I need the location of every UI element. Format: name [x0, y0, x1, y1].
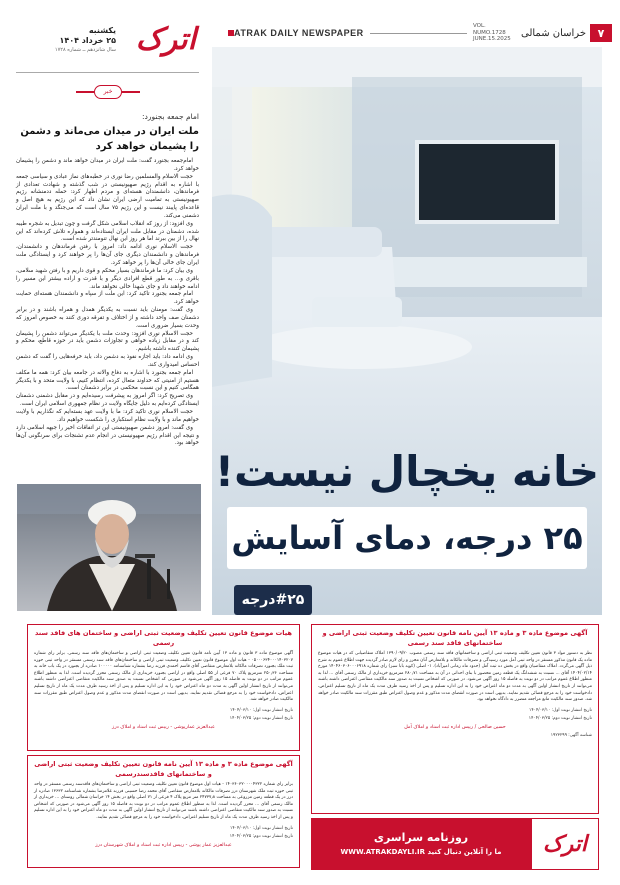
- notice-signature: حسین صالحی / رییس اداره ثبت اسناد و املاک آمل: [404, 724, 506, 730]
- notice-date-2: تاریخ انتشار نوبت دوم: ۱۴۰۴/۰۳/۲۵: [229, 833, 293, 839]
- notice-date-1: تاریخ انتشار نوبت اول: ۱۴۰۴/۰۳/۱۰: [529, 707, 592, 713]
- legal-notice-1: [27, 624, 300, 751]
- banner-logo: اترک: [531, 818, 599, 870]
- notice-body: آگهی موضوع ماده ۳ قانون و ماده ۱۳ آیین نامه قانون تعیین تکلیف وضعیت ثبتی اراضی و ساختمان‌های فاقد سند رسمی. برابر رای شماره ۰۵۰۰۰۶۳۴۰۰۰۱۴۰۳۲۰۷ - هیات اول موضوع قانون تعیین تکلیف وضعیت ثبتی اراضی و ساختمان‌های فاقد سند رسمی مستقر در واحد ثبتی حوزه ثبت ملک بجنورد تصرفات مالکانه بلامعارض متقاضی آقای قاسم احمدی فرزند رضا بشماره شناسنامه ۱۰۰۰۰۰ صادره از بجنورد در یک باب خانه به مساحت ۲۵۰٫۳۶ مترمربع پلاک ۷۰ فرعی از ۵۵ اصلی واقع در اراضی بجنورد خریداری از مالک رسمی محرز گردیده است. لذا به منظور اطلاع عموم مراتب در دو نوبت به فاصله ۱۵ روز آگهی می‌شود در صورتی که اشخاص نسبت به صدور سند مالکیت متقاضی اعتراضی داشته باشند می‌توانند از تاریخ انتشار اولین آگهی به مدت دو ماه اعتراض خود را به این اداره تسلیم و پس از اخذ رسید ظرف مدت یک ماه از تاریخ تسلیم اعتراض، دادخواست خود را به مرجع قضائی تقدیم نمایند. بدیهی است در صورت انقضای مدت مذکور و عدم وصول اعتراض طبق مقررات سند مالکیت صادر خواهد شد.: [34, 651, 294, 703]
- imam-photo-illustration: [17, 484, 201, 611]
- ornament-bar-left: [76, 91, 94, 93]
- article-paragraph: امام جمعه بجنورد با اشاره به دفاع والانه در جامعه بیان کرد: همه ما مکلف هستیم از امنیتی که خداوند متعال کرده، انتظام کنیم، با ولایت متحد و با یکدیگر همگامی کنیم و این نسبت محکمی در برابر دشمنان است.: [16, 369, 199, 392]
- notice-body: نظر به دستور مواد ۳ قانون تعیین تکلیف وضعیت ثبتی اراضی و ساختمانهای فاقد سند رسمی مصوب ۱۳۹۰/۰۹/۲۰ املاک متقاضیانی که در هیات موضوع ماده یک قانون مذکور مستقر در واحد ثبتی آمل مورد رسیدگی و تصرفات مالکانه و بلامعارض آنان محرز و رای لازم صادر گردیده جهت اطلاع عموم به شرح ذیل آگهی می‌گردد. املاک متقاضیان واقع در بخش ده ثبت آمل (حدود ماه زمانی امیرآباد). ۱- اصلی (کوپه بابا سبز) رای شماره ۱۴۰۴۶۰۳۰۶۰۰۰۶۹۱۸ مورخ ۱۴۰۴/۰۲/۱۴ آقای ... نسبت به ششدانگ یک قطعه زمین محصور با بنای احداثی در آن به مساحت ۲۸۰٫۷۱ مترمربع خریداری از مالک رسمی آقای ... لذا به منظور اطلاع عموم مراتب در دو نوبت به فاصله ۱۵ روز آگهی می‌شود. در صورتی که اشخاص نسبت به صدور سند مالکیت متقاضی اعتراضی داشته باشند می‌توانند از تاریخ انتشار اولین آگهی به مدت دو ماه اعتراض خود را به این اداره تسلیم و پس از اخذ رسید ظرف مدت یک ماه از تاریخ تسلیم اعتراض، دادخواست خود را به مرجع قضائی تقدیم نمایند. بدیهی است در صورت انقضای مدت مذکور و عدم وصول اعتراض طبق مقررات سند مالکیت صادر خواهد شد. صدور سند مالکیت مانع مراجعه متضرر به دادگاه نخواهد بود.: [318, 651, 593, 703]
- notice-date-2: تاریخ انتشار نوبت دوم: ۱۴۰۴/۰۳/۲۵: [229, 715, 293, 721]
- masthead-logo: [120, 22, 196, 62]
- notice-signature: عبدالعزیز عمارپوشی - رییس ثبت اسناد و املاک درز: [112, 724, 215, 730]
- issue-meta: [473, 23, 515, 43]
- article-paragraph: وی افزود: از روز که انقلاب اسلامی شکل گرفت و چون تبدیل به شجره طیبه شده، دشمنان در مقابل ملت ایران ایستاده‌اند و همواره تلاش کرده‌اند که این نهال را از بین ببرند اما هر روز این نهال تنومندتر شده است.: [16, 220, 199, 243]
- banner-line2: [311, 846, 531, 858]
- issue-date-en: JUNE.15.2025: [472, 36, 511, 43]
- subscribe-banner[interactable]: [311, 818, 599, 870]
- article-paragraph: حجت الاسلام نوری تاکید کرد: ما با ولایت عهد بسته‌ایم که نگذاریم با ولایت خواهیم ماند و با ولایت نظام استکباری را شکست خواهیم داد.: [16, 409, 199, 423]
- article-body: [16, 158, 199, 448]
- legal-notice-2: [27, 755, 300, 868]
- banner-follow: ما را آنلاین دنبال کنید: [427, 848, 502, 856]
- article-paragraph: حجت الاسلام والمسلمین رضا نوری در خطبه‌های نماز عبادی و سیاسی جمعه با اشاره به اقدام رژیم صهیونیستی در شب گذشته و شهادت تعدادی از فرماندهان، دانشمندان هسته‌ای و مردم اظهار کرد: حمله ددمنشانه رژیم صهیونیستی به تمامیت ارضی ایران نشان داد که این رژیم به هیچ اصل و قاعده‌ای پایبند نیست و این رژیم ۷۵ سال است که می‌جنگد و با ملت ایران دشمنی می‌کند.: [16, 173, 199, 219]
- notice-title: آگهی موضوع ماده ۳ و ماده ۱۳ آیین نامه قانون تعیین تکلیف وضعیت ثبتی اراضی و ساختمانهای فاقدسندرسمی: [34, 760, 293, 778]
- ice-room-ad: [212, 47, 602, 615]
- article-paragraph: حجت الاسلام نوری ادامه داد: امروز با رفتن فرماندهان و دانشمندان، فرماندهان و دانشمندان دیگری جای آن‌ها را پر خواهند کرد و ایستادگی ملت ایران جای خالی آن‌ها را پر خواهد کرد.: [16, 244, 199, 266]
- weekday: یکشنبه: [88, 26, 116, 35]
- article-paragraph: امام‌جمعه بجنورد گفت: ملت ایران در میدان خواهد ماند و دشمن را پشیمان خواهد کرد.: [16, 158, 199, 172]
- section-ornament: [76, 84, 140, 100]
- hero-title: خانه یخچال نیست!: [214, 447, 600, 496]
- ornament-bar-right: [122, 91, 140, 93]
- notice-date-1: تاریخ انتشار نوبت اول: ۱۴۰۴/۰۳/۱۰: [230, 707, 293, 713]
- banner-text: [311, 830, 531, 858]
- hero-subtitle: ۲۵ درجه، دمای آسایش: [227, 507, 587, 569]
- notice-ref: شناسه آگهی: ۱۹۲۳۲۹۹: [550, 732, 592, 738]
- article-paragraph: وی تصریح کرد: اگر امروز به پیشرفت رسیده‌ایم و در مقابل دشمنی دشمنان ایستادگی کرده‌ایم به دلیل جایگاه ولایت در نظام جمهوری اسلامی ایران است.: [16, 393, 199, 408]
- masthead-rule: [16, 72, 199, 73]
- notice-body: برابر رای شماره ۱۴۰۳۶۰۳۲۰۰۰۰۴۳۲۲ - هیات اول موضوع قانون تعیین تکلیف وضعیت ثبتی اراضی و ساختمان‌های فاقدسند رسمی مستقر در واحد ثبتی حوزه ثبت ملک شهرستان درز تصرفات مالکانه بلامعارض متقاضی آقای محمد رضا حسینی فرزند غلامرضا بشماره شناسنامه ۱۳۶۳۲ صادره از درز در یک قطعه زمین مزروعی به مساحت ۲۴۷۳۷٫۸ متر مربع پلاک ۴ فرعی از ۷۱ اصلی واقع در بخش ۱۴ خراسان شمالی روستای ... خریداری از مالک رسمی آقای ... محرز گردیده است. لذا به منظور اطلاع عموم مراتب در دو نوبت به فاصله ۱۵ روز آگهی می‌شود در صورتی که اشخاص نسبت به صدور سند مالکیت متقاضی اعتراضی داشته باشند می‌توانند از تاریخ انتشار اولین آگهی به مدت دو ماه اعتراض خود را به این اداره تسلیم و پس از اخذ رسید ظرف مدت یک ماه از تاریخ تسلیم اعتراض، دادخواست خود را به مرجع قضائی تقدیم نمایند.: [34, 782, 293, 820]
- legal-notice-3: [311, 624, 599, 814]
- article-headline: ملت ایران در میدان می‌ماند و دشمن را پشیمان خواهد کرد: [20, 126, 199, 152]
- article-paragraph: وی ادامه داد: باید اجازه نفوذ به دشمن داد، باید خرفه‌هایی را گفت که دشمن احساس امیدواری کند.: [16, 354, 199, 368]
- article-kicker: امام جمعه بجنورد:: [142, 112, 199, 121]
- issue-number: سال شانزدهم ــ شماره ۱۷۲۸: [54, 47, 116, 53]
- article-paragraph: حجت الاسلام نوری افزود: وحدت ملت با یکدیگر می‌تواند دشمن را پشیمان کند و در مقابل زیاده خواهی و تجاوزات دشمن باید در حوزه قاطع، محکم و پشیمان کننده داشته باشیم.: [16, 330, 199, 353]
- banner-site[interactable]: WWW.ATRAKDAYLI.IR: [340, 848, 425, 856]
- logo-text: اترک: [135, 22, 196, 57]
- banner-line1: روزنامه سراسری: [373, 831, 469, 844]
- notice-date-2: تاریخ انتشار نوبت دوم: ۱۴۰۴/۰۳/۲۵: [528, 715, 592, 721]
- article-paragraph: امام جمعه بجنورد تاکید کرد: این ملت از سپاه و دانشمندان هسته‌ای حمایت خواهد کرد.: [16, 291, 199, 306]
- imam-photo: [17, 484, 201, 611]
- notice-signature: عبدالعزیز عمار پوشی - رییس اداره ثبت اسناد و املاک شهرستان درز: [95, 842, 232, 848]
- article-paragraph: وی بیان کرد: ما فرماندهان بسیار محکم و قوی داریم و با رفتن شهید سلامی، باقری و... به طور قطع افرادی دیگر و با قدرت و اراده بیشتر این مسیر را ادامه خواهند داد و جای شهدا خالی نخواهد ماند.: [16, 267, 199, 290]
- article-paragraph: وی گفت: مومنان باید نسبت به یکدیگر همدل و همراه باشند و در برابر دشمنان صف واحد داشته و از اختلاف و تفرقه دوری کنند به خصوص امروز که وحدت بسیار ضروری است.: [16, 307, 199, 329]
- page-number: ۷: [590, 24, 612, 42]
- notice-date-1: تاریخ انتشار نوبت اول: ۱۴۰۴/۰۳/۱۰: [230, 825, 293, 831]
- page-header: [226, 24, 612, 42]
- header-square-icon: [228, 30, 234, 36]
- date-fa: ۲۵ خرداد ۱۴۰۴: [59, 36, 116, 45]
- article-paragraph: وی گفت: امروز دشمن صهیونیستی این تر اتفاقات اخیر را جبهه اسلامی دارد و نتیجه این اقدام رژیم صهیونیستی در انجام عدم تشنجات برای سرنگونی آن‌ها خواهد بود.: [16, 424, 199, 447]
- notice-title: هیات موضوع قانون تعیین تکلیف وضعیت ثبتی اراضی و ساختمان های فاقد سند رسمی: [34, 629, 292, 647]
- masthead-date: [16, 26, 116, 53]
- section-label: خبر: [94, 85, 122, 99]
- hero-hashtag: #۲۵درجه: [234, 585, 312, 615]
- header-rule: [370, 33, 467, 34]
- paper-name: ATRAK DAILY NEWSPAPER: [234, 28, 364, 38]
- province-label: خراسان شمالی: [520, 27, 586, 39]
- notice-title: آگهی موضوع ماده ۳ و ماده ۱۳ آیین نامه قانون تعیین تکلیف وضعیت ثبتی اراضی و ساختمانهای فاقد سند رسمی: [322, 629, 588, 647]
- issue-volume: VOL. NUMO.1728: [472, 23, 506, 36]
